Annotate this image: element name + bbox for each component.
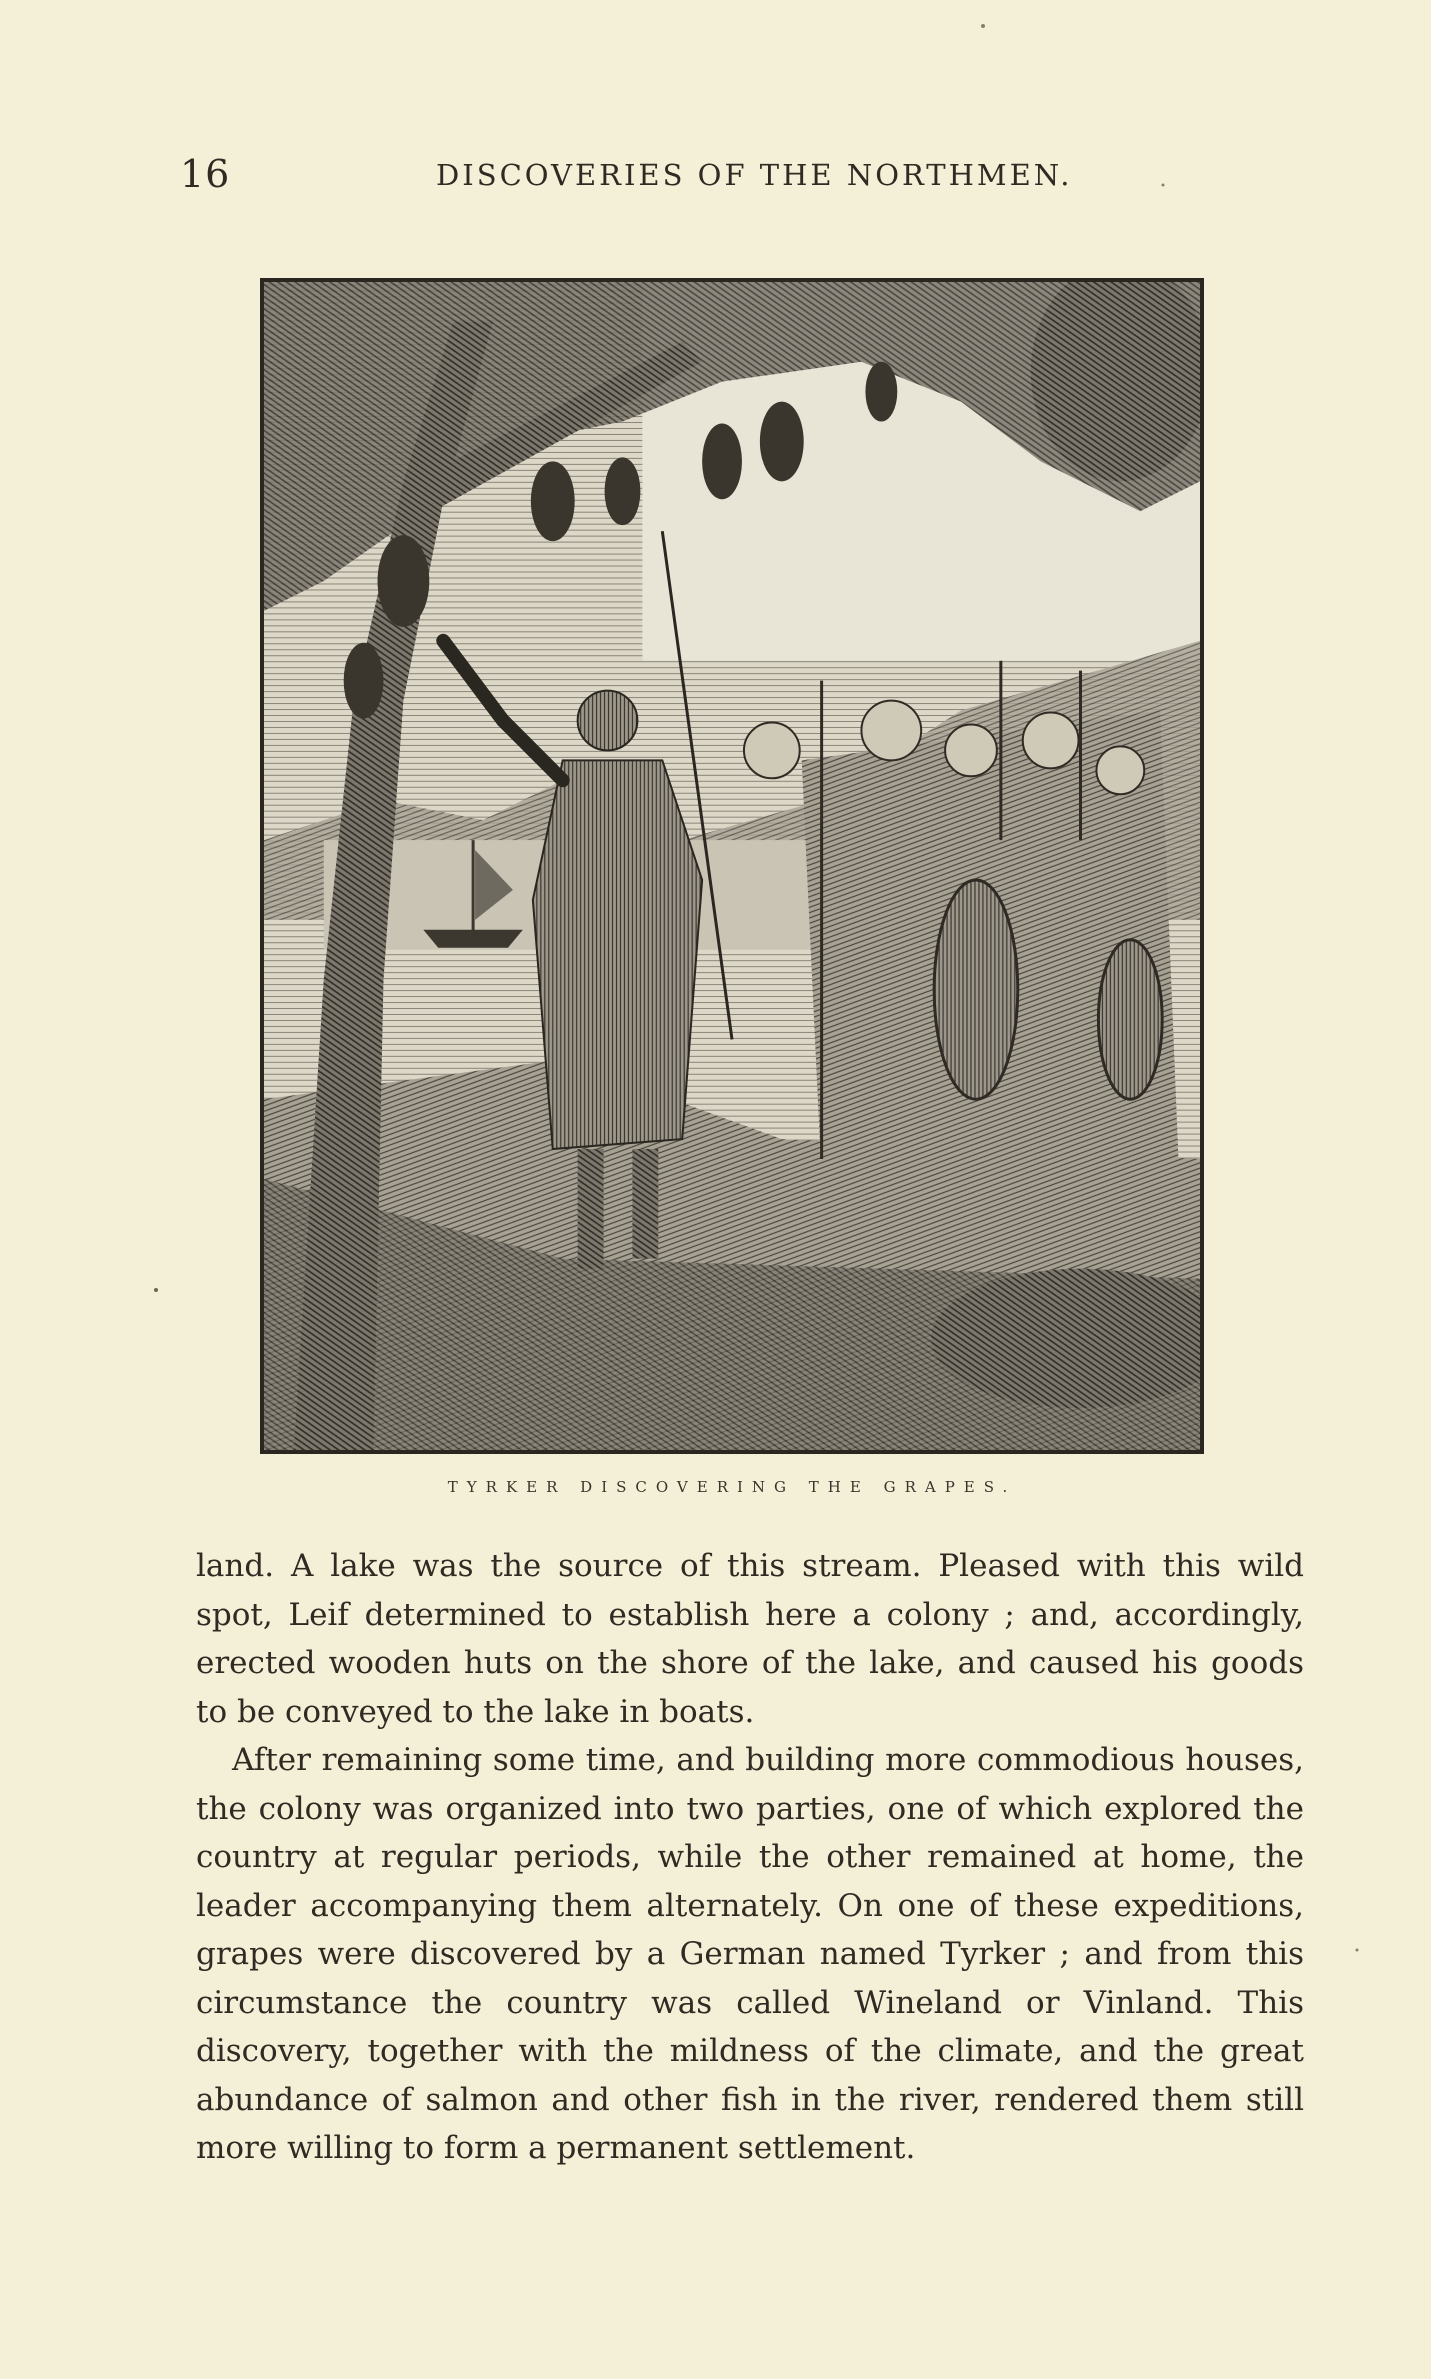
engraving-illustration <box>260 278 1204 1454</box>
page-header <box>180 152 1271 202</box>
running-head: DISCOVERIES OF THE NORTHMEN. <box>436 158 1073 192</box>
paragraph-2: After remaining some time, and building more commodious houses, the colony was organized into two parties, one of which explored the country at regular periods, while the other remained at home, the leader accompanying them alternately. On one of these expeditions, grapes were discovered by a German named Tyrker ; and from this circumstance the country was called Wineland or Vinland. This discovery, together with the mildness of the climate, and the great abundance of salmon and other fish in the river, rendered them still more willing to form a permanent settlement. <box>196 1742 1304 2166</box>
page-number: 16 <box>180 152 231 196</box>
engraving-svg <box>264 282 1200 1450</box>
body-text <box>196 1542 1304 2173</box>
figure-caption: TYRKER DISCOVERING THE GRAPES. <box>447 1478 1017 1496</box>
paragraph-1: land. A lake was the source of this stream. Pleased with this wild spot, Leif determined to establish here a colony ; and, accordingly, erected wooden huts on the shore of the lake, and caused his goods to be conveyed to the lake in boats. <box>196 1548 1304 1730</box>
